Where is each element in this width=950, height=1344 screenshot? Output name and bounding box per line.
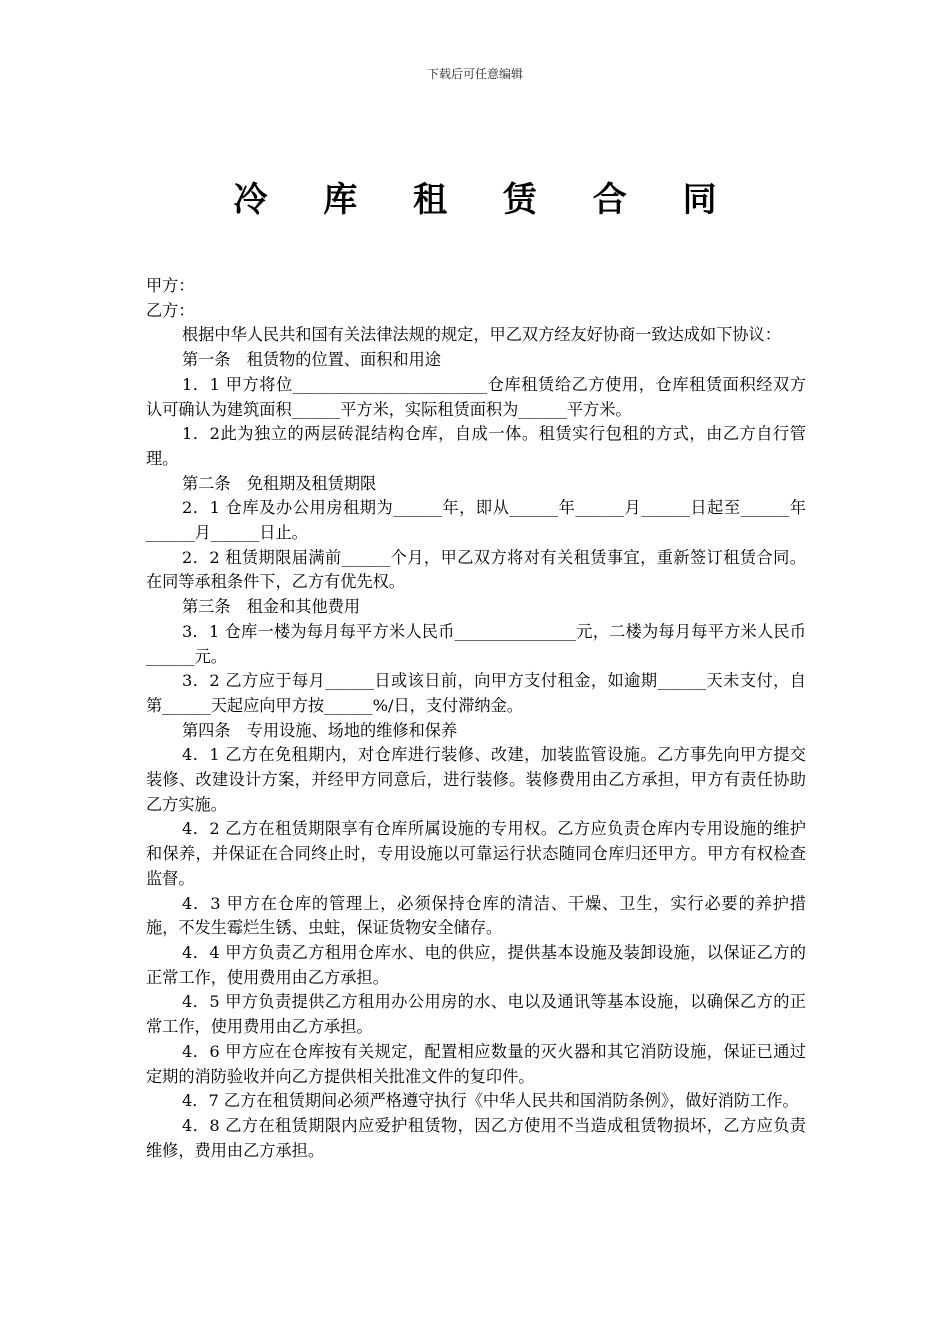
header-note: 下载后可任意编辑 xyxy=(426,67,523,81)
article-2-heading: 第二条 免租期及租赁期限 xyxy=(182,473,377,493)
party-b-line: 乙方： xyxy=(146,300,195,320)
clause-4-2: 4．2 乙方在租赁期限享有仓库所属设施的专用权。乙方应负责仓库内专用设施的维护和保养，并保证在合同终止时，专用设施以可靠运行状态随同仓库归还甲方。甲方有权检查监督。 xyxy=(146,819,806,888)
clause-1-2: 1．2此为独立的两层砖混结构仓库，自成一体。租赁实行包租的方式，由乙方自行管理。 xyxy=(146,424,806,468)
document-body xyxy=(146,274,806,1163)
article-4-heading: 第四条 专用设施、场地的维修和保养 xyxy=(182,720,458,740)
party-a-line: 甲方： xyxy=(146,276,195,295)
clause-4-1: 4．1 乙方在免租期内，对仓库进行装修、改建，加装监管设施。乙方事先向甲方提交装修、改建设计方案，并经甲方同意后，进行装修。装修费用由乙方承担，甲方有责任协助乙方实施。 xyxy=(146,745,806,814)
clause-4-3: 4．3 甲方在仓库的管理上，必须保持仓库的清洁、干燥、卫生，实行必要的养护措施，不发生霉烂生锈、虫蛀，保证货物安全储存。 xyxy=(146,893,806,938)
clause-4-4: 4．4 甲方负责乙方租用仓库水、电的供应，提供基本设施及装卸设施，以保证乙方的正常工作，使用费用由乙方承担。 xyxy=(146,942,806,987)
clause-4-6: 4．6 甲方应在仓库按有关规定，配置相应数量的灭火器和其它消防设施，保证已通过定期的消防验收并向乙方提供相关批准文件的复印件。 xyxy=(146,1041,806,1086)
preamble-paragraph: 根据中华人民共和国有关法律法规的规定，甲乙双方经友好协商一致达成如下协议： xyxy=(182,325,781,345)
document-title: 冷 库 租 赁 合 同 xyxy=(233,180,739,220)
clause-4-5: 4．5 甲方负责提供乙方租用办公用房的水、电以及通讯等基本设施，以确保乙方的正常工作，使用费用由乙方承担。 xyxy=(146,992,806,1037)
article-1-heading: 第一条 租赁物的位置、面积和用途 xyxy=(182,350,441,370)
clause-2-2: 2．2 租赁期限届满前______个月，甲乙双方将对有关租赁事宜，重新签订租赁合同。在同等承租条件下，乙方有优先权。 xyxy=(146,547,806,592)
clause-2-1: 2．1 仓库及办公用房租期为______年，即从______年______月______日起至______年______月______日止。 xyxy=(146,498,806,543)
clause-3-2: 3．2 乙方应于每月______日或该日前，向甲方支付租金，如逾期______天未支付，自第______天起应向甲方按______%/日，支付滞纳金。 xyxy=(146,671,806,715)
clause-4-8: 4．8 乙方在租赁期限内应爱护租赁物，因乙方使用不当造成租赁物损坏，乙方应负责维修，费用由乙方承担。 xyxy=(146,1115,806,1160)
clause-4-7: 4．7 乙方在租赁期间必须严格遵守执行《中华人民共和国消防条例》，做好消防工作。 xyxy=(182,1091,799,1111)
clause-3-1: 3．1 仓库一楼为每月每平方米人民币_______________元，二楼为每月每平方米人民币______元。 xyxy=(146,621,806,666)
clause-1-1: 1．1 甲方将位________________________仓库租赁给乙方使用，仓库租赁面积经双方认可确认为建筑面积______平方米，实际租赁面积为______平方米。 xyxy=(146,374,806,419)
article-3-heading: 第三条 租金和其他费用 xyxy=(182,597,361,617)
